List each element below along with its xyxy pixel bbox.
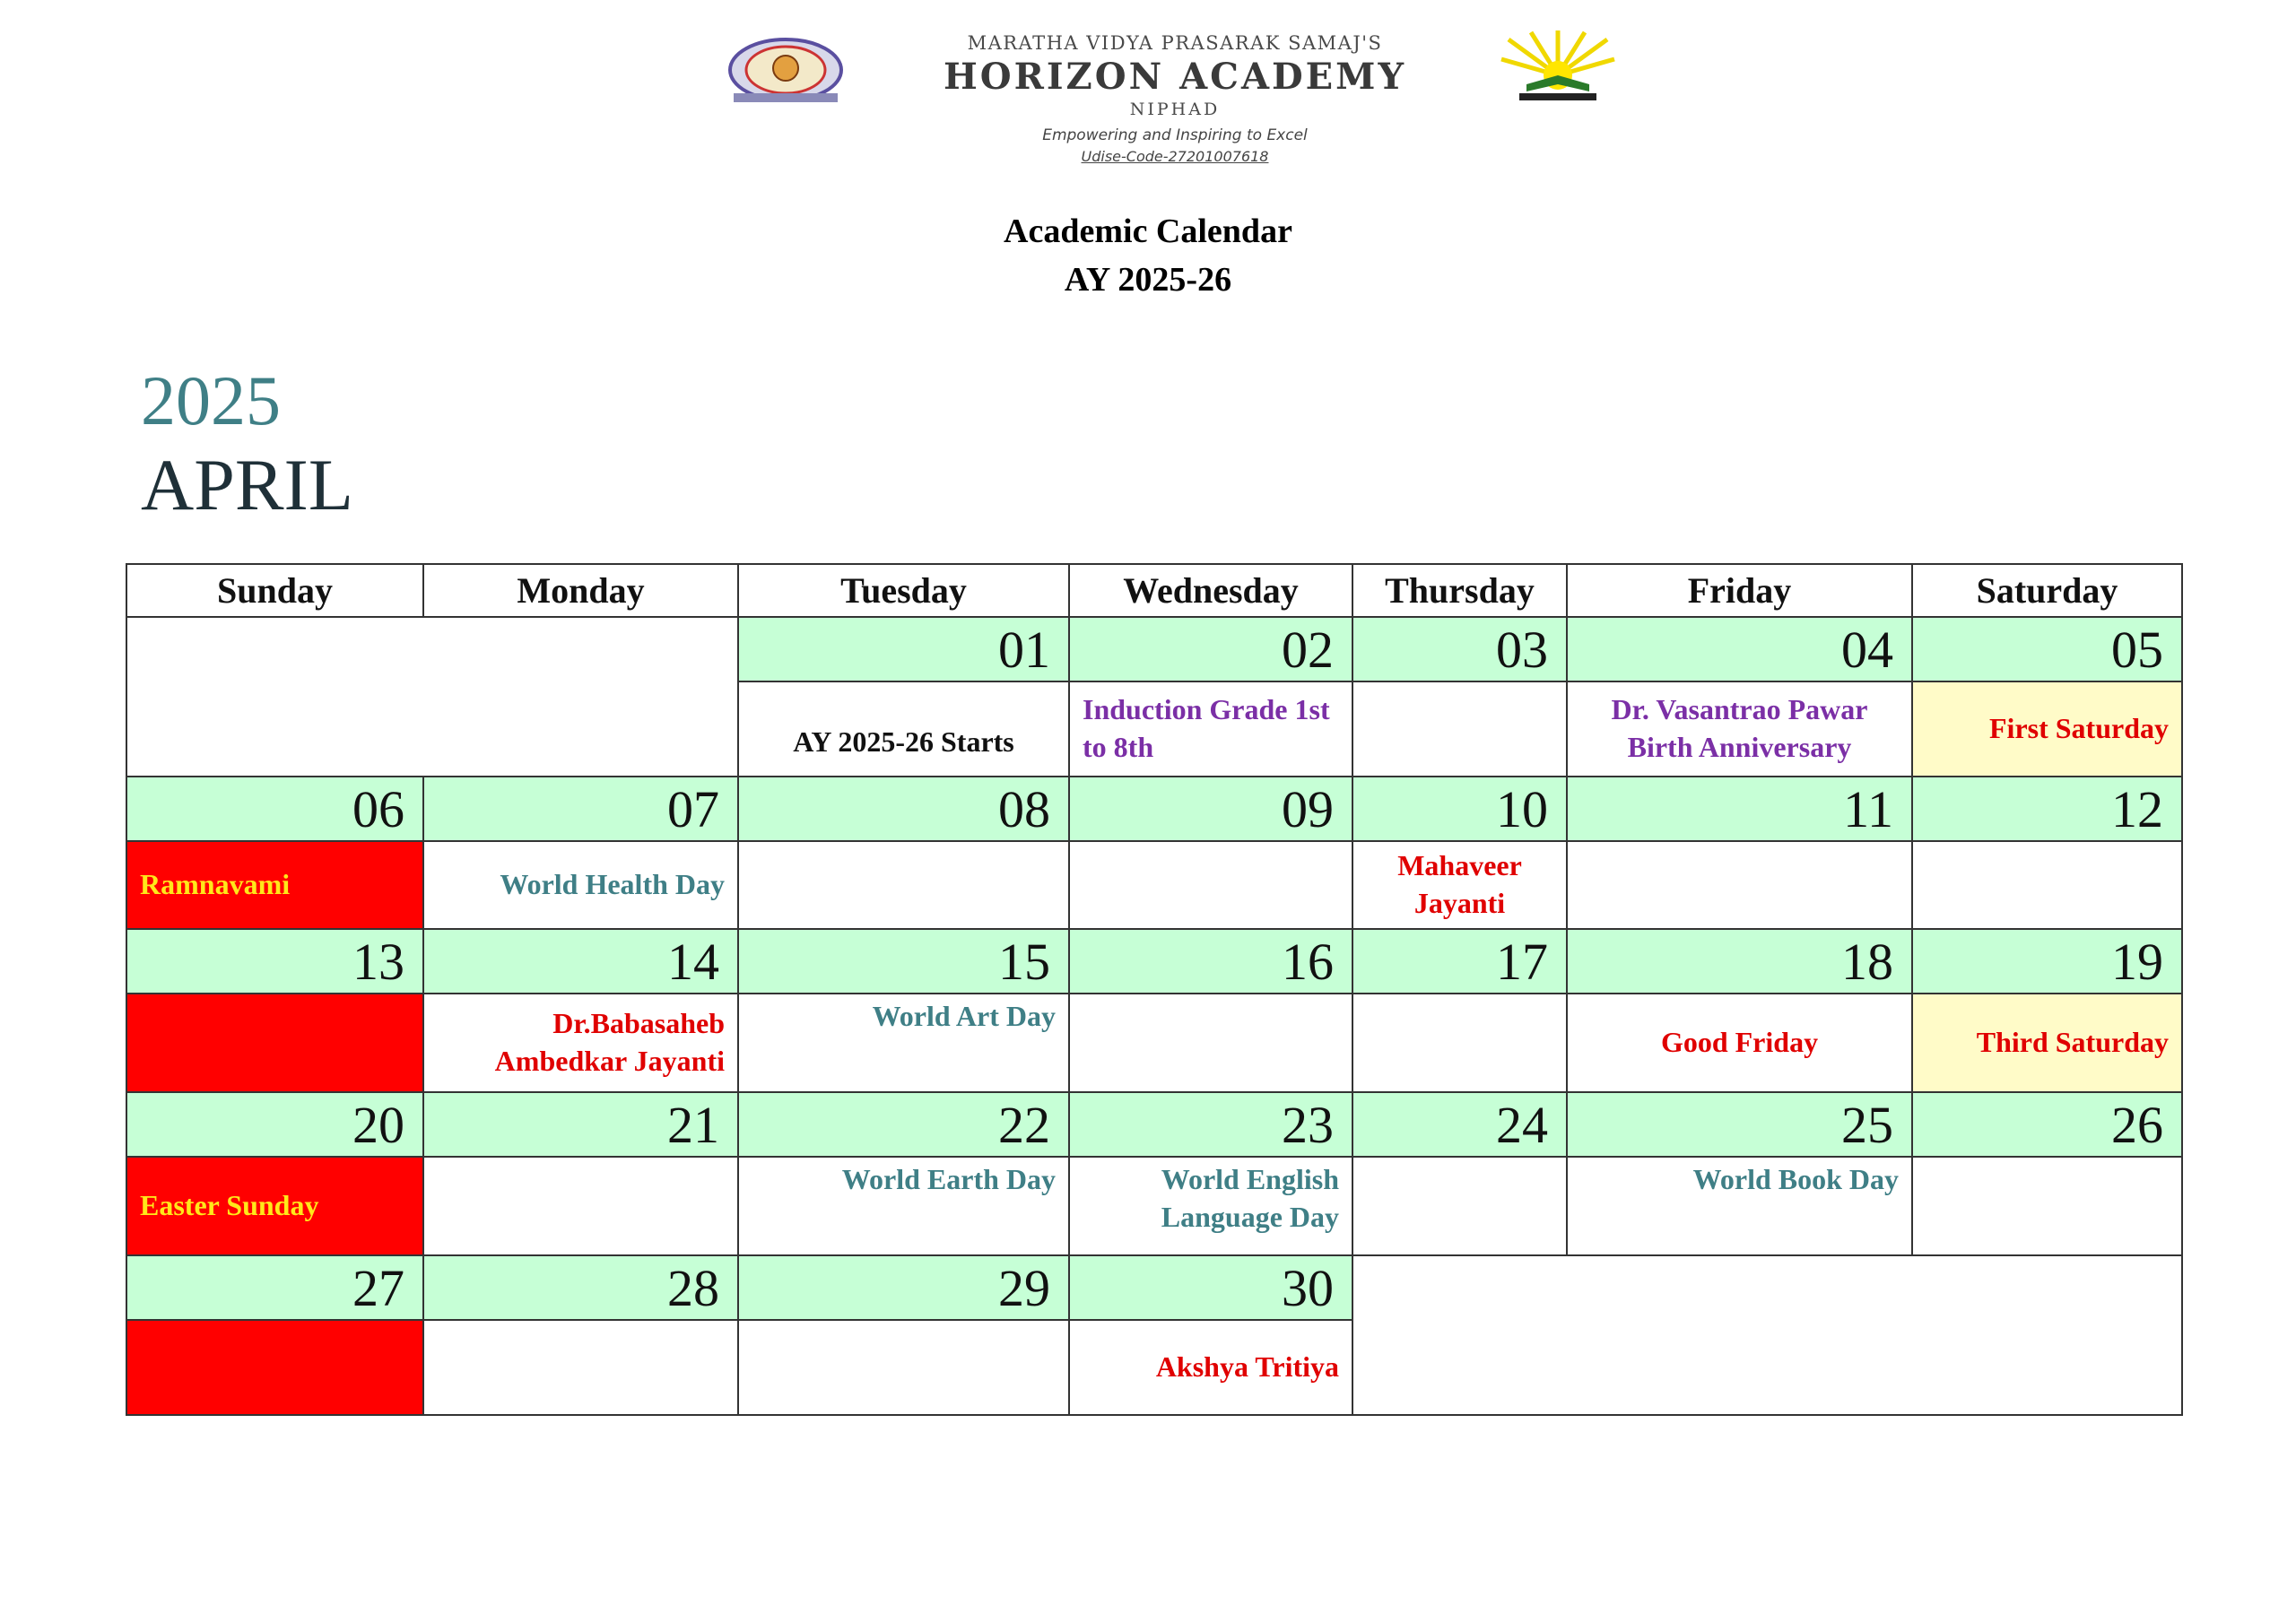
holiday-event-cell	[126, 1320, 423, 1415]
date-cell: 05	[1912, 617, 2182, 681]
weekday-friday: Friday	[1567, 564, 1912, 617]
academic-year: AY 2025-26	[1064, 261, 1232, 299]
event-cell	[423, 1157, 738, 1255]
event-cell: Induction Grade 1st to 8th	[1069, 681, 1352, 777]
weekday-sunday: Sunday	[126, 564, 423, 617]
date-cell: 26	[1912, 1092, 2182, 1157]
weekday-monday: Monday	[423, 564, 738, 617]
weekday-saturday: Saturday	[1912, 564, 2182, 617]
blank-cell	[1352, 1255, 2182, 1415]
date-cell: 03	[1352, 617, 1567, 681]
date-cell: 17	[1352, 929, 1567, 994]
week-3-event-row	[126, 994, 2182, 1092]
date-cell: 28	[423, 1255, 738, 1320]
school-header	[0, 25, 2296, 178]
event-cell: Third Saturday	[1912, 994, 2182, 1092]
date-cell: 30	[1069, 1255, 1352, 1320]
event-cell: First Saturday	[1912, 681, 2182, 777]
date-cell: 20	[126, 1092, 423, 1157]
society-emblem-icon	[725, 32, 847, 106]
event-cell	[1352, 994, 1567, 1092]
event-cell: Akshya Tritiya	[1069, 1320, 1352, 1415]
holiday-event-cell	[126, 994, 423, 1092]
event-cell: World Earth Day	[738, 1157, 1069, 1255]
date-cell: 19	[1912, 929, 2182, 994]
event-cell: Good Friday	[1567, 994, 1912, 1092]
institution-motto: Empowering and Inspiring to Excel	[1042, 126, 1308, 144]
date-cell: 23	[1069, 1092, 1352, 1157]
date-cell: 12	[1912, 777, 2182, 841]
event-cell: World Health Day	[423, 841, 738, 929]
blank-cell	[126, 617, 738, 777]
date-cell: 07	[423, 777, 738, 841]
date-cell: 10	[1352, 777, 1567, 841]
date-cell: 02	[1069, 617, 1352, 681]
month-calendar	[126, 563, 2183, 1416]
week-4-event-row	[126, 1157, 2182, 1255]
event-cell	[738, 1320, 1069, 1415]
event-cell: World Book Day	[1567, 1157, 1912, 1255]
date-cell: 01	[738, 617, 1069, 681]
calendar-month: APRIL	[141, 444, 353, 525]
week-2-date-row	[126, 777, 2182, 841]
week-5-date-row	[126, 1255, 2182, 1320]
date-cell: 21	[423, 1092, 738, 1157]
holiday-event-cell: Easter Sunday	[126, 1157, 423, 1255]
event-cell	[1069, 994, 1352, 1092]
event-cell: Mahaveer Jayanti	[1352, 841, 1567, 929]
event-cell: Dr. Vasantrao Pawar Birth Anniversary	[1567, 681, 1912, 777]
event-cell: Dr.Babasaheb Ambedkar Jayanti	[423, 994, 738, 1092]
date-cell: 08	[738, 777, 1069, 841]
event-cell	[1912, 1157, 2182, 1255]
event-cell	[738, 841, 1069, 929]
date-cell: 04	[1567, 617, 1912, 681]
date-cell: 11	[1567, 777, 1912, 841]
week-3-date-row	[126, 929, 2182, 994]
event-cell: AY 2025-26 Starts	[738, 681, 1069, 777]
date-cell: 16	[1069, 929, 1352, 994]
date-cell: 09	[1069, 777, 1352, 841]
calendar-title: Academic Calendar	[1004, 213, 1292, 250]
weekday-header-row	[126, 564, 2182, 617]
week-1-date-row	[126, 617, 2182, 681]
society-name: MARATHA VIDYA PRASARAK SAMAJ'S	[967, 32, 1383, 54]
weekday-tuesday: Tuesday	[738, 564, 1069, 617]
calendar-year: 2025	[141, 361, 281, 439]
event-cell: World English Language Day	[1069, 1157, 1352, 1255]
holiday-event-cell: Ramnavami	[126, 841, 423, 929]
date-cell: 29	[738, 1255, 1069, 1320]
date-cell: 13	[126, 929, 423, 994]
week-4-date-row	[126, 1092, 2182, 1157]
event-cell	[1912, 841, 2182, 929]
date-cell: 25	[1567, 1092, 1912, 1157]
udise-code: Udise-Code-27201007618	[1081, 148, 1269, 165]
date-cell: 06	[126, 777, 423, 841]
event-cell	[1352, 681, 1567, 777]
date-cell: 14	[423, 929, 738, 994]
institution-name: HORIZON ACADEMY	[943, 56, 1407, 98]
event-cell	[1567, 841, 1912, 929]
institution-place: NIPHAD	[1129, 100, 1221, 119]
sunrise-book-logo-icon	[1500, 30, 1616, 104]
weekday-thursday: Thursday	[1352, 564, 1567, 617]
date-cell: 24	[1352, 1092, 1567, 1157]
date-cell: 15	[738, 929, 1069, 994]
event-cell	[1352, 1157, 1567, 1255]
event-cell	[1069, 841, 1352, 929]
date-cell: 18	[1567, 929, 1912, 994]
institution-block	[897, 32, 1453, 165]
event-cell: World Art Day	[738, 994, 1069, 1092]
date-cell: 22	[738, 1092, 1069, 1157]
date-cell: 27	[126, 1255, 423, 1320]
week-2-event-row	[126, 841, 2182, 929]
event-cell	[423, 1320, 738, 1415]
weekday-wednesday: Wednesday	[1069, 564, 1352, 617]
